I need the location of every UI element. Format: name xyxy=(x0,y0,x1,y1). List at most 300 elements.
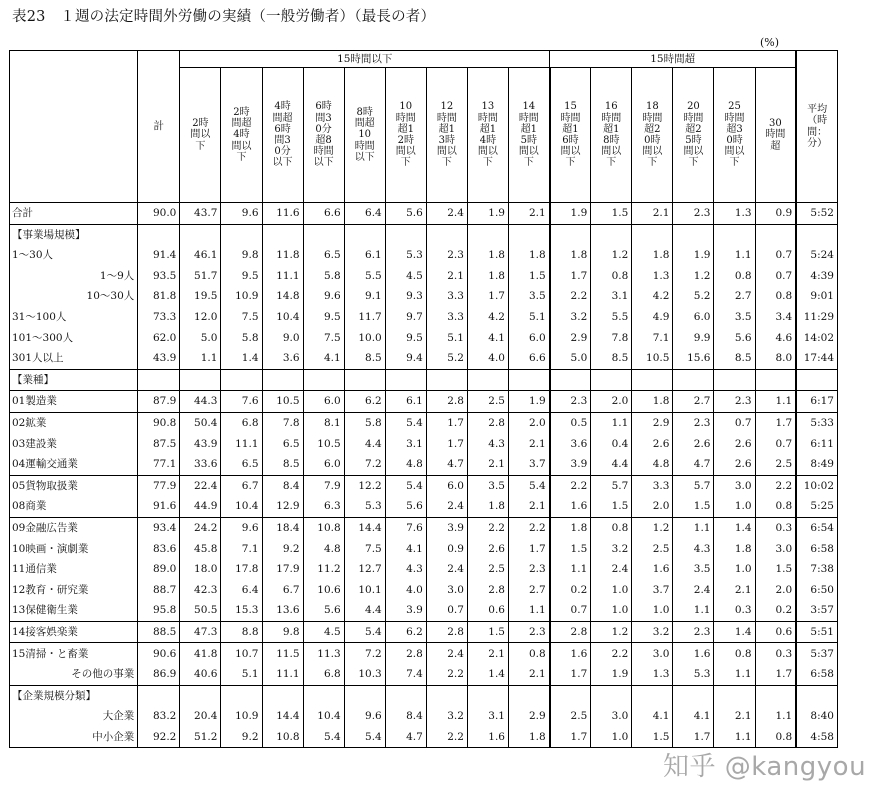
value-cell: 0.7 xyxy=(755,266,796,287)
value-cell: 5.5 xyxy=(344,266,385,287)
value-cell: 3.6 xyxy=(550,434,591,455)
value-cell: 0.8 xyxy=(755,727,796,748)
value-cell: 3.1 xyxy=(385,434,426,455)
value-cell: 2.6 xyxy=(714,434,755,455)
value-cell: 1.0 xyxy=(632,600,673,621)
value-cell xyxy=(467,224,508,245)
row-label: 04運輸交通業 xyxy=(10,454,138,475)
value-cell: 4.1 xyxy=(303,348,344,369)
value-cell: 6.0 xyxy=(673,307,714,328)
value-cell: 5.4 xyxy=(303,727,344,748)
value-cell: 5.1 xyxy=(221,664,262,685)
value-cell: 6.0 xyxy=(303,391,344,413)
value-cell: 10.5 xyxy=(303,434,344,455)
value-cell: 2.9 xyxy=(550,328,591,349)
value-cell: 6.6 xyxy=(303,203,344,225)
row-label: 08商業 xyxy=(10,496,138,517)
value-cell: 1.8 xyxy=(467,496,508,517)
table-row xyxy=(10,580,838,601)
value-cell xyxy=(385,224,426,245)
value-cell: 10.4 xyxy=(262,307,303,328)
value-cell: 1.9 xyxy=(508,391,549,413)
value-cell: 3.4 xyxy=(755,307,796,328)
value-cell xyxy=(550,685,591,706)
value-cell: 1.0 xyxy=(591,727,632,748)
value-cell: 2.1 xyxy=(508,664,549,685)
value-cell: 1.3 xyxy=(632,266,673,287)
value-cell: 5.8 xyxy=(221,328,262,349)
value-cell: 8.5 xyxy=(262,454,303,475)
value-cell: 1.7 xyxy=(426,412,467,433)
row-label: 02鉱業 xyxy=(10,412,138,433)
value-cell: 10.9 xyxy=(221,286,262,307)
value-cell: 4.1 xyxy=(467,328,508,349)
value-cell: 10.5 xyxy=(632,348,673,369)
value-cell: 18.4 xyxy=(262,517,303,538)
value-cell: 9.6 xyxy=(344,706,385,727)
value-cell xyxy=(508,224,549,245)
value-cell: 4.0 xyxy=(385,580,426,601)
column-header: 13時間超14時間以下 xyxy=(467,68,508,203)
value-cell: 87.9 xyxy=(138,391,180,413)
value-cell: 6.8 xyxy=(303,664,344,685)
value-cell: 5.0 xyxy=(550,348,591,369)
value-cell: 3.5 xyxy=(467,475,508,496)
table-row xyxy=(10,539,838,560)
value-cell: 50.5 xyxy=(180,600,221,621)
value-cell: 6.1 xyxy=(385,391,426,413)
value-cell: 6.6 xyxy=(508,348,549,369)
value-cell xyxy=(467,369,508,391)
value-cell: 1.4 xyxy=(467,664,508,685)
value-cell xyxy=(138,369,180,391)
value-cell: 22.4 xyxy=(180,475,221,496)
value-cell: 62.0 xyxy=(138,328,180,349)
value-cell: 2.5 xyxy=(467,559,508,580)
value-cell: 2.1 xyxy=(467,643,508,664)
overtime-table xyxy=(9,50,838,748)
value-cell: 6.0 xyxy=(426,475,467,496)
value-cell: 2.0 xyxy=(591,391,632,413)
value-cell xyxy=(344,685,385,706)
value-cell: 0.8 xyxy=(714,643,755,664)
value-cell xyxy=(508,685,549,706)
table-row xyxy=(10,286,838,307)
value-cell: 1.7 xyxy=(426,434,467,455)
value-cell: 1.8 xyxy=(550,245,591,266)
column-header: 16時間超18時間以下 xyxy=(591,68,632,203)
average-cell: 5:25 xyxy=(796,496,837,517)
average-cell: 6:50 xyxy=(796,580,837,601)
value-cell: 1.9 xyxy=(591,664,632,685)
value-cell: 93.5 xyxy=(138,266,180,287)
value-cell: 6.1 xyxy=(344,245,385,266)
row-label: 10～30人 xyxy=(10,286,138,307)
value-cell: 2.9 xyxy=(632,412,673,433)
value-cell: 51.2 xyxy=(180,727,221,748)
average-cell: 6:58 xyxy=(796,539,837,560)
value-cell: 0.6 xyxy=(755,621,796,643)
table-row xyxy=(10,391,838,413)
value-cell: 1.7 xyxy=(508,539,549,560)
value-cell: 2.0 xyxy=(755,580,796,601)
table-row xyxy=(10,203,838,225)
value-cell: 10.4 xyxy=(221,496,262,517)
value-cell: 1.5 xyxy=(632,727,673,748)
row-label: 09金融広告業 xyxy=(10,517,138,538)
value-cell: 2.7 xyxy=(714,286,755,307)
value-cell: 0.3 xyxy=(755,643,796,664)
table-row xyxy=(10,559,838,580)
value-cell: 4.3 xyxy=(673,539,714,560)
value-cell: 2.3 xyxy=(550,391,591,413)
value-cell: 6.0 xyxy=(303,454,344,475)
row-label: 13保健衛生業 xyxy=(10,600,138,621)
value-cell: 6.7 xyxy=(262,580,303,601)
value-cell: 4.9 xyxy=(632,307,673,328)
table-row xyxy=(10,245,838,266)
value-cell: 6.4 xyxy=(344,203,385,225)
value-cell: 3.0 xyxy=(632,643,673,664)
value-cell: 4.8 xyxy=(385,454,426,475)
value-cell xyxy=(591,224,632,245)
value-cell xyxy=(550,224,591,245)
value-cell xyxy=(180,224,221,245)
table-row xyxy=(10,369,838,391)
value-cell: 8.5 xyxy=(344,348,385,369)
value-cell xyxy=(673,224,714,245)
value-cell: 44.9 xyxy=(180,496,221,517)
value-cell: 15.3 xyxy=(221,600,262,621)
value-cell: 2.6 xyxy=(467,539,508,560)
value-cell: 5.2 xyxy=(426,348,467,369)
value-cell: 90.0 xyxy=(138,203,180,225)
value-cell: 1.5 xyxy=(591,203,632,225)
row-label: 301人以上 xyxy=(10,348,138,369)
value-cell: 1.1 xyxy=(755,391,796,413)
row-label: 14接客娯楽業 xyxy=(10,621,138,643)
value-cell: 1.2 xyxy=(591,245,632,266)
value-cell xyxy=(673,369,714,391)
value-cell: 2.5 xyxy=(632,539,673,560)
value-cell: 9.2 xyxy=(262,539,303,560)
value-cell: 0.2 xyxy=(755,600,796,621)
value-cell: 2.6 xyxy=(714,454,755,475)
value-cell xyxy=(632,369,673,391)
value-cell: 1.6 xyxy=(550,643,591,664)
value-cell: 3.0 xyxy=(755,539,796,560)
value-cell: 2.8 xyxy=(550,621,591,643)
table-row xyxy=(10,496,838,517)
row-label: 03建設業 xyxy=(10,434,138,455)
value-cell: 0.8 xyxy=(591,266,632,287)
value-cell: 4.5 xyxy=(303,621,344,643)
value-cell: 2.8 xyxy=(385,643,426,664)
value-cell: 10.8 xyxy=(303,517,344,538)
column-header: 2時間超4時間以下 xyxy=(221,68,262,203)
value-cell: 2.5 xyxy=(550,706,591,727)
average-cell: 8:40 xyxy=(796,706,837,727)
value-cell: 12.7 xyxy=(344,559,385,580)
value-cell: 11.2 xyxy=(303,559,344,580)
value-cell: 9.5 xyxy=(221,266,262,287)
value-cell: 4.1 xyxy=(673,706,714,727)
value-cell: 5.7 xyxy=(673,475,714,496)
value-cell xyxy=(714,685,755,706)
value-cell: 14.4 xyxy=(262,706,303,727)
row-label: 101～300人 xyxy=(10,328,138,349)
value-cell: 3.5 xyxy=(673,559,714,580)
table-row xyxy=(10,706,838,727)
value-cell: 8.5 xyxy=(591,348,632,369)
value-cell: 5.7 xyxy=(591,475,632,496)
value-cell: 5.0 xyxy=(180,328,221,349)
value-cell: 12.0 xyxy=(180,307,221,328)
value-cell: 11.7 xyxy=(344,307,385,328)
value-cell: 2.9 xyxy=(508,706,549,727)
table-row xyxy=(10,307,838,328)
average-cell: 5:33 xyxy=(796,412,837,433)
value-cell: 11.8 xyxy=(262,245,303,266)
value-cell: 2.8 xyxy=(467,412,508,433)
column-header: 2時間以下 xyxy=(180,68,221,203)
average-cell: 4:58 xyxy=(796,727,837,748)
value-cell: 2.6 xyxy=(632,434,673,455)
value-cell: 5.6 xyxy=(385,203,426,225)
value-cell: 3.0 xyxy=(714,475,755,496)
value-cell: 1.8 xyxy=(467,266,508,287)
value-cell: 3.0 xyxy=(591,706,632,727)
value-cell: 93.4 xyxy=(138,517,180,538)
column-header: 18時間超20時間以下 xyxy=(632,68,673,203)
table-row xyxy=(10,621,838,643)
value-cell xyxy=(591,369,632,391)
value-cell: 0.7 xyxy=(714,412,755,433)
value-cell: 2.1 xyxy=(467,454,508,475)
value-cell: 5.8 xyxy=(344,412,385,433)
table-row xyxy=(10,727,838,748)
category-header xyxy=(10,51,138,203)
value-cell: 10.5 xyxy=(262,391,303,413)
value-cell: 1.1 xyxy=(714,727,755,748)
value-cell: 6.7 xyxy=(221,475,262,496)
value-cell: 4.3 xyxy=(467,434,508,455)
value-cell: 7.9 xyxy=(303,475,344,496)
value-cell xyxy=(180,685,221,706)
value-cell: 5.1 xyxy=(426,328,467,349)
value-cell xyxy=(303,685,344,706)
value-cell: 1.1 xyxy=(550,559,591,580)
row-label: 中小企業 xyxy=(10,727,138,748)
value-cell: 20.4 xyxy=(180,706,221,727)
value-cell: 10.8 xyxy=(262,727,303,748)
value-cell: 43.9 xyxy=(138,348,180,369)
value-cell xyxy=(385,369,426,391)
value-cell: 3.3 xyxy=(426,307,467,328)
value-cell: 2.2 xyxy=(550,475,591,496)
value-cell: 2.4 xyxy=(426,643,467,664)
value-cell: 2.0 xyxy=(508,412,549,433)
value-cell: 0.8 xyxy=(755,496,796,517)
value-cell: 5.4 xyxy=(344,727,385,748)
average-cell: 5:24 xyxy=(796,245,837,266)
value-cell: 6.8 xyxy=(221,412,262,433)
value-cell: 8.8 xyxy=(221,621,262,643)
group-header-le15: 15時間以下 xyxy=(180,51,550,68)
value-cell: 8.5 xyxy=(714,348,755,369)
value-cell: 9.5 xyxy=(303,307,344,328)
value-cell: 3.1 xyxy=(591,286,632,307)
value-cell: 1.1 xyxy=(508,600,549,621)
value-cell: 7.5 xyxy=(303,328,344,349)
value-cell: 1.2 xyxy=(591,621,632,643)
value-cell xyxy=(714,224,755,245)
value-cell: 11.5 xyxy=(262,643,303,664)
value-cell: 1.3 xyxy=(632,664,673,685)
value-cell: 91.4 xyxy=(138,245,180,266)
average-cell: 4:39 xyxy=(796,266,837,287)
value-cell: 8.0 xyxy=(755,348,796,369)
value-cell: 10.4 xyxy=(303,706,344,727)
value-cell: 1.1 xyxy=(591,412,632,433)
value-cell xyxy=(303,224,344,245)
average-cell xyxy=(796,685,837,706)
column-header: 6時間30分超8時間以下 xyxy=(303,68,344,203)
value-cell: 5.6 xyxy=(385,496,426,517)
value-cell: 7.1 xyxy=(221,539,262,560)
value-cell: 92.2 xyxy=(138,727,180,748)
value-cell: 2.8 xyxy=(467,580,508,601)
value-cell: 11.1 xyxy=(262,664,303,685)
average-cell: 5:37 xyxy=(796,643,837,664)
value-cell: 3.7 xyxy=(632,580,673,601)
table-row xyxy=(10,266,838,287)
value-cell: 2.4 xyxy=(426,559,467,580)
value-cell: 2.2 xyxy=(426,664,467,685)
value-cell: 83.2 xyxy=(138,706,180,727)
value-cell: 1.1 xyxy=(180,348,221,369)
value-cell: 6.2 xyxy=(385,621,426,643)
value-cell: 7.6 xyxy=(385,517,426,538)
value-cell: 1.7 xyxy=(550,266,591,287)
value-cell: 6.4 xyxy=(221,580,262,601)
value-cell xyxy=(221,224,262,245)
value-cell: 10.0 xyxy=(344,328,385,349)
value-cell: 2.8 xyxy=(426,621,467,643)
value-cell: 45.8 xyxy=(180,539,221,560)
average-header: 平均（時間：分） xyxy=(796,51,837,203)
value-cell: 83.6 xyxy=(138,539,180,560)
value-cell: 1.5 xyxy=(550,539,591,560)
value-cell: 1.0 xyxy=(591,580,632,601)
value-cell: 2.1 xyxy=(508,434,549,455)
table-row xyxy=(10,685,838,706)
value-cell xyxy=(508,369,549,391)
average-cell: 10:02 xyxy=(796,475,837,496)
value-cell xyxy=(262,685,303,706)
watermark: 知乎 @kangyou xyxy=(663,752,867,782)
value-cell: 2.4 xyxy=(591,559,632,580)
value-cell: 5.5 xyxy=(591,307,632,328)
value-cell: 0.8 xyxy=(755,286,796,307)
row-label: 15清掃・と畜業 xyxy=(10,643,138,664)
value-cell: 2.3 xyxy=(714,391,755,413)
value-cell: 11.1 xyxy=(221,434,262,455)
value-cell: 1.1 xyxy=(673,517,714,538)
value-cell: 5.4 xyxy=(385,475,426,496)
value-cell: 6.3 xyxy=(303,496,344,517)
value-cell: 4.4 xyxy=(344,434,385,455)
value-cell: 1.4 xyxy=(221,348,262,369)
value-cell: 1.0 xyxy=(714,559,755,580)
average-cell: 7:38 xyxy=(796,559,837,580)
value-cell: 5.3 xyxy=(673,664,714,685)
row-label: 12教育・研究業 xyxy=(10,580,138,601)
table-row xyxy=(10,475,838,496)
value-cell: 0.6 xyxy=(467,600,508,621)
value-cell: 0.7 xyxy=(426,600,467,621)
value-cell xyxy=(755,224,796,245)
value-cell: 0.7 xyxy=(755,434,796,455)
value-cell: 1.1 xyxy=(714,664,755,685)
value-cell: 1.6 xyxy=(550,496,591,517)
average-cell: 6:58 xyxy=(796,664,837,685)
column-header: 20時間超25時間以下 xyxy=(673,68,714,203)
value-cell: 81.8 xyxy=(138,286,180,307)
table-row xyxy=(10,454,838,475)
value-cell: 1.8 xyxy=(632,245,673,266)
value-cell: 2.3 xyxy=(508,621,549,643)
column-header: 14時間超15時間以下 xyxy=(508,68,549,203)
value-cell: 9.0 xyxy=(262,328,303,349)
value-cell: 0.2 xyxy=(550,580,591,601)
value-cell: 6.0 xyxy=(508,328,549,349)
value-cell: 1.8 xyxy=(632,391,673,413)
value-cell: 11.6 xyxy=(262,203,303,225)
average-cell: 8:49 xyxy=(796,454,837,475)
value-cell: 2.1 xyxy=(426,266,467,287)
value-cell: 4.5 xyxy=(385,266,426,287)
value-cell: 1.8 xyxy=(467,245,508,266)
table-row xyxy=(10,664,838,685)
value-cell: 7.2 xyxy=(344,643,385,664)
value-cell: 88.7 xyxy=(138,580,180,601)
value-cell: 1.6 xyxy=(632,559,673,580)
value-cell: 1.3 xyxy=(714,203,755,225)
value-cell: 4.6 xyxy=(755,328,796,349)
value-cell: 8.4 xyxy=(385,706,426,727)
row-label: 10映画・演劇業 xyxy=(10,539,138,560)
value-cell: 1.4 xyxy=(714,517,755,538)
total-header: 計 xyxy=(138,51,180,203)
column-header: 25時間超30時間以下 xyxy=(714,68,755,203)
value-cell: 50.4 xyxy=(180,412,221,433)
value-cell xyxy=(550,369,591,391)
value-cell: 5.6 xyxy=(714,328,755,349)
value-cell: 88.5 xyxy=(138,621,180,643)
value-cell: 3.2 xyxy=(550,307,591,328)
table-row xyxy=(10,412,838,433)
value-cell: 1.7 xyxy=(755,412,796,433)
value-cell: 3.7 xyxy=(508,454,549,475)
value-cell: 7.6 xyxy=(221,391,262,413)
value-cell: 4.8 xyxy=(303,539,344,560)
value-cell: 4.1 xyxy=(385,539,426,560)
value-cell: 8.1 xyxy=(303,412,344,433)
average-cell: 3:57 xyxy=(796,600,837,621)
value-cell xyxy=(138,224,180,245)
average-cell: 17:44 xyxy=(796,348,837,369)
